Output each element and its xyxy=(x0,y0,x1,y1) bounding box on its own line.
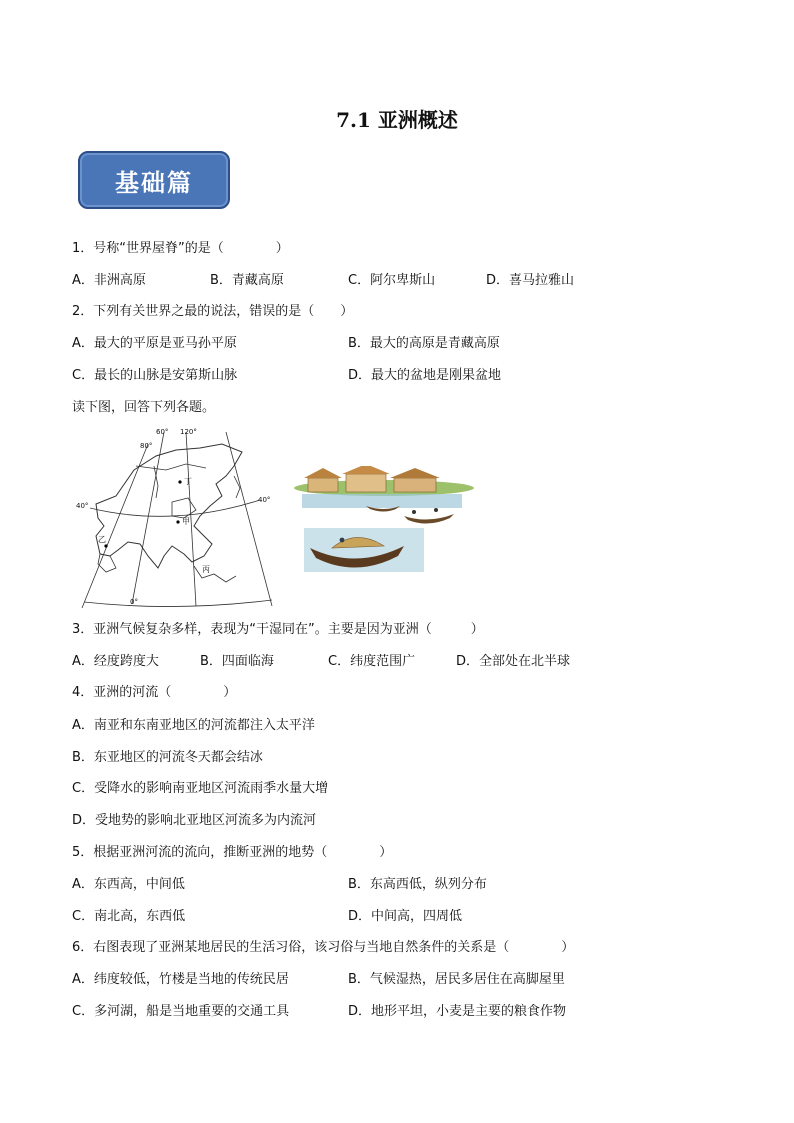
question-3-option-c[interactable]: C．纬度范围广 xyxy=(328,654,416,669)
label-yi: 乙 xyxy=(98,535,106,544)
question-4-option-d[interactable]: D．受地势的影响北亚地区河流多为内流河 xyxy=(72,813,317,828)
question-6-option-b[interactable]: B．气候湿热，居民多居住在高脚屋里 xyxy=(348,972,565,987)
point-ding-marker xyxy=(178,480,181,483)
question-2-option-c[interactable]: C．最长的山脉是安第斯山脉 xyxy=(72,368,238,383)
parallel-0 xyxy=(84,600,272,607)
question-3-option-a[interactable]: A．经度跨度大 xyxy=(72,654,159,669)
label-jia: 甲 xyxy=(182,517,190,526)
japan-islands xyxy=(234,476,240,498)
question-6-option-d[interactable]: D．地形平坦，小麦是主要的粮食作物 xyxy=(348,1004,567,1019)
indochina-islands xyxy=(194,566,236,582)
label-40-east: 40° xyxy=(258,496,271,504)
question-2-option-b[interactable]: B．最大的高原是青藏高原 xyxy=(348,336,500,351)
roof-1 xyxy=(304,468,342,478)
map-frame-right xyxy=(226,432,272,606)
question-2-stem: 2．下列有关世界之最的说法，错误的是（ ） xyxy=(72,304,354,319)
label-0: 0° xyxy=(130,598,138,606)
roof-3 xyxy=(390,468,440,478)
question-1-option-d[interactable]: D．喜马拉雅山 xyxy=(486,273,575,288)
boat-passenger xyxy=(340,538,345,543)
question-5-option-a[interactable]: A．东西高，中间低 xyxy=(72,877,185,892)
page-title: 7.1 亚洲概述 xyxy=(336,108,458,132)
house-3 xyxy=(394,478,436,492)
read-instruction: 读下图，回答下列各题。 xyxy=(72,400,216,415)
label-80: 80° xyxy=(140,442,153,450)
question-2-option-d[interactable]: D．最大的盆地是刚果盆地 xyxy=(348,368,502,383)
question-1-stem: 1．号称“世界屋脊”的是（ ） xyxy=(72,241,289,256)
question-3-stem: 3．亚洲气候复杂多样，表现为“干湿同在”。主要是因为亚洲（ ） xyxy=(72,622,484,637)
parallel-40 xyxy=(90,500,260,516)
label-ding: 丁 xyxy=(184,477,192,486)
question-1-option-c[interactable]: C．阿尔卑斯山 xyxy=(348,273,436,288)
point-jia-marker xyxy=(176,520,179,523)
boatman-2 xyxy=(434,508,438,512)
question-5-stem: 5．根据亚洲河流的流向，推断亚洲的地势（ ） xyxy=(72,845,393,860)
question-4-stem: 4．亚洲的河流（ ） xyxy=(72,685,237,700)
water-village-illustration xyxy=(286,466,478,578)
small-boat-2 xyxy=(404,514,454,524)
label-40-west: 40° xyxy=(76,502,89,510)
question-2-option-a[interactable]: A．最大的平原是亚马孙平原 xyxy=(72,336,237,351)
label-60: 60° xyxy=(156,428,169,436)
water-upper xyxy=(302,494,462,508)
question-6-option-a[interactable]: A．纬度较低，竹楼是当地的传统民居 xyxy=(72,972,289,987)
question-4-option-b[interactable]: B．东亚地区的河流冬天都会结冰 xyxy=(72,750,263,765)
question-3-option-b[interactable]: B．四面临海 xyxy=(200,654,274,669)
boatman-1 xyxy=(412,510,416,514)
question-3-option-d[interactable]: D．全部处在北半球 xyxy=(456,654,571,669)
question-6-stem: 6．右图表现了亚洲某地居民的生活习俗，该习俗与当地自然条件的关系是（ ） xyxy=(72,940,575,955)
question-1-option-b[interactable]: B．青藏高原 xyxy=(210,273,284,288)
question-6-option-c[interactable]: C．多河湖，船是当地重要的交通工具 xyxy=(72,1004,290,1019)
roof-2 xyxy=(342,466,390,474)
map-frame-left xyxy=(82,444,148,608)
point-yi-marker xyxy=(104,544,107,547)
northern-region xyxy=(136,464,206,470)
question-4-option-a[interactable]: A．南亚和东南亚地区的河流都注入太平洋 xyxy=(72,718,315,733)
meridian-60 xyxy=(132,432,164,604)
question-5-option-d[interactable]: D．中间高，四周低 xyxy=(348,909,463,924)
section-badge: 基础篇 xyxy=(78,151,230,209)
house-1 xyxy=(308,478,338,492)
question-5-option-b[interactable]: B．东高西低，纵列分布 xyxy=(348,877,487,892)
question-4-option-c[interactable]: C．受降水的影响南亚地区河流雨季水量大增 xyxy=(72,781,329,796)
asia-coastline xyxy=(96,444,242,568)
arabian-peninsula xyxy=(98,554,116,572)
question-1-option-a[interactable]: A．非洲高原 xyxy=(72,273,146,288)
question-5-option-c[interactable]: C．南北高，东西低 xyxy=(72,909,186,924)
label-bing: 丙 xyxy=(202,565,210,574)
house-2 xyxy=(346,474,386,492)
asia-map-figure xyxy=(76,426,274,610)
label-120: 120° xyxy=(180,428,197,436)
